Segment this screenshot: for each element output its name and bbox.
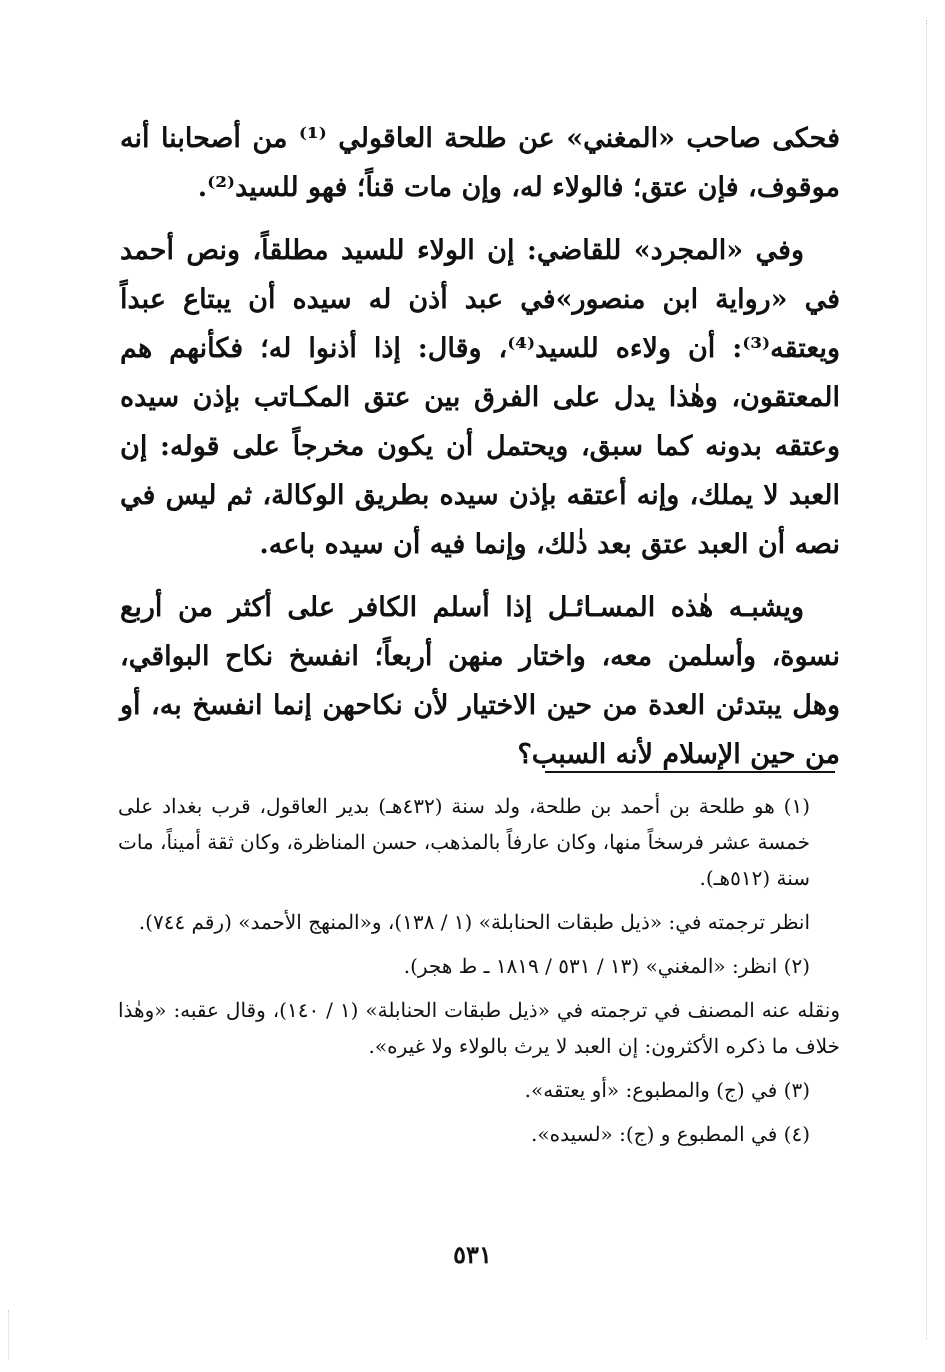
page-number: ٥٣١ (453, 1240, 492, 1269)
footnote-2-note: ونقله عنه المصنف في ترجمته في «ذيل طبقات الحنابلة» (١ / ١٤٠)، وقال عقبه: «وهٰذا خلاف ما ذكره الأكثرون: إن العبد لا يرث بالولاء ولا غيره». (118, 998, 841, 1058)
footnotes (118, 788, 840, 1160)
footnote-2: (٢) انظر: «المغني» (١٣ / ٥٣١ / ١٨١٩ ـ ط هجر). (403, 954, 810, 978)
paragraph-1: فحكى صاحب «المغني» عن طلحة العاقولي ⁽¹⁾ من أصحابنا أنه موقوف، فإن عتق؛ فالولاء له، وإن مات قناً؛ فهو للسيد⁽²⁾. (120, 123, 840, 203)
paragraph-2: وفي «المجرد» للقاضي: إن الولاء للسيد مطلقاً، ونص أحمد في «رواية ابن منصور»في عبد أذن له سيده أن يبتاع عبداً ويعتقه⁽³⁾: أن ولاءه للسيد⁽⁴⁾، وقال: إذا أذنوا له؛ فكأنهم هم المعتقون، وهٰذا يدل على الفرق بين عتق المكـاتب بإذن سيده وعتقه بدونه كما سبق، ويحتمل أن يكون مخرجاً على قوله: إن العبد لا يملك، وإنه أعتقه بإذن سيده بطريق الوكالة، ثم ليس في نصه أن العبد عتق بعد ذٰلك، وإنما فيه أن سيده باعه. (120, 235, 840, 560)
footnote-3: (٣) في (ج) والمطبوع: «أو يعتقه». (524, 1078, 810, 1102)
page-edge-dots (926, 20, 927, 1340)
page-edge-dots-left (8, 1310, 9, 1360)
footnote-4: (٤) في المطبوع و (ج): «لسيده». (531, 1122, 810, 1146)
main-text (120, 114, 840, 793)
footnote-divider (545, 771, 835, 773)
footnote-1: (١) هو طلحة بن أحمد بن طلحة، ولد سنة (٤٣٢هـ) بدير العاقول، قرب بغداد على خمسة عشر فرسخاً منها، وكان عارفاً بالمذهب، حسن المناظرة، وكان ثقة أميناً، مات سنة (٥١٢هـ). (118, 794, 811, 890)
paragraph-3: ويشبـه هٰذه المسـائـل إذا أسلم الكافر على أكثر من أربع نسوة، وأسلمن معه، واختار منهن أربعاً؛ انفسخ نكاح البواقي، وهل يبتدئن العدة من حين الاختيار لأن نكاحهن إنما انفسخ به، أو من حين الإسلام لأنه السبب؟ (120, 592, 840, 770)
footnote-1-ref: انظر ترجمته في: «ذيل طبقات الحنابلة» (١ / ١٣٨)، و«المنهج الأحمد» (رقم ٧٤٤). (138, 910, 810, 934)
